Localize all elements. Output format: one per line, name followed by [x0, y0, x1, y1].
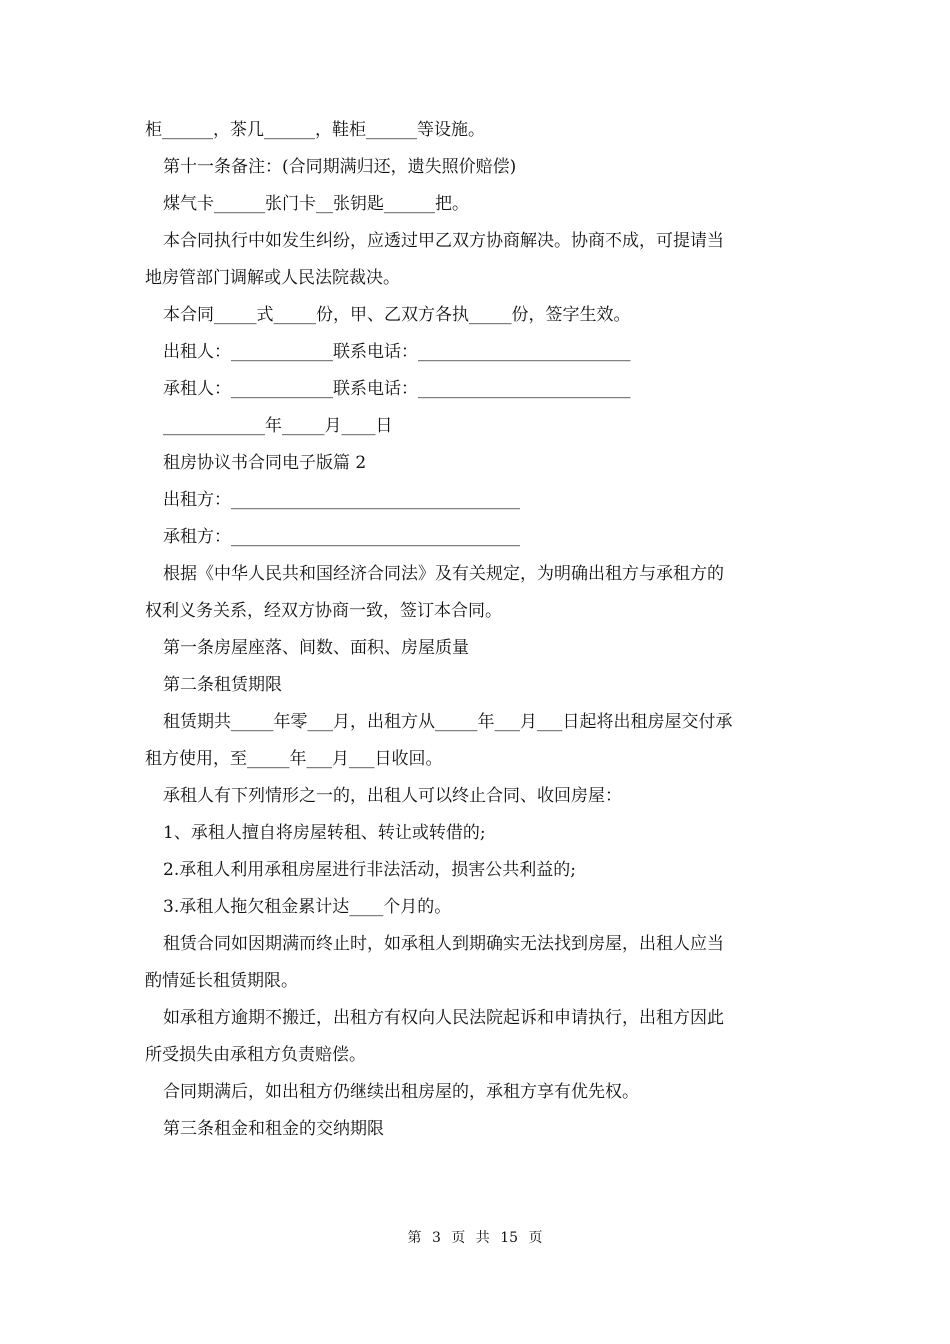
text-line: ____________年_____月____日	[163, 416, 393, 436]
text-line: 2.承租人利用承租房屋进行非法活动，损害公共利益的;	[163, 860, 576, 880]
text-line: 本合同执行中如发生纠纷，应透过甲乙双方协商解决。协商不成，可提请当	[163, 231, 724, 251]
text-line: 1、承租人擅自将房屋转租、转让或转借的;	[163, 823, 486, 843]
text-line: 合同期满后，如出租方仍继续出租房屋的，承租方享有优先权。	[163, 1082, 639, 1102]
text-line: 出租人：____________联系电话：_________________________	[163, 342, 631, 362]
text-line: 承租方：__________________________________	[163, 527, 520, 547]
text-line: 煤气卡______张门卡__张钥匙______把。	[163, 194, 469, 214]
text-line: 柜______，茶几______，鞋柜______等设施。	[145, 120, 485, 140]
text-line: 租赁期共_____年零___月，出租方从_____年___月___日起将出租房屋交付承	[163, 712, 733, 732]
text-line: 第三条租金和租金的交纳期限	[163, 1119, 384, 1139]
text-line: 权利义务关系，经双方协商一致，签订本合同。	[145, 601, 502, 621]
text-line: 本合同_____式_____份，甲、乙双方各执_____份，签字生效。	[163, 305, 631, 325]
text-line: 第一条房屋座落、间数、面积、房屋质量	[163, 638, 469, 658]
text-line: 承租人：____________联系电话：_________________________	[163, 379, 631, 399]
text-line: 所受损失由承租方负责赔偿。	[145, 1045, 366, 1065]
text-line: 如承租方逾期不搬迁，出租方有权向人民法院起诉和申请执行，出租方因此	[163, 1008, 724, 1028]
page-footer: 第 3 页 共 15 页	[407, 1230, 543, 1246]
text-line: 第二条租赁期限	[163, 675, 282, 695]
text-line: 地房管部门调解或人民法院裁决。	[145, 268, 400, 288]
section-heading: 租房协议书合同电子版篇 2	[163, 453, 367, 473]
text-line: 承租人有下列情形之一的，出租人可以终止合同、收回房屋：	[163, 786, 622, 806]
text-line: 3.承租人拖欠租金累计达____个月的。	[163, 897, 452, 917]
text-line: 租赁合同如因期满而终止时，如承租人到期确实无法找到房屋，出租人应当	[163, 934, 724, 954]
text-line: 酌情延长租赁期限。	[145, 971, 298, 991]
text-line: 租方使用，至_____年___月___日收回。	[145, 749, 443, 769]
text-line: 根据《中华人民共和国经济合同法》及有关规定，为明确出租方与承租方的	[163, 564, 724, 584]
document-body	[145, 112, 810, 1148]
text-line: 第十一条备注：(合同期满归还，遗失照价赔偿)	[163, 157, 517, 177]
text-line: 出租方：__________________________________	[163, 490, 520, 510]
